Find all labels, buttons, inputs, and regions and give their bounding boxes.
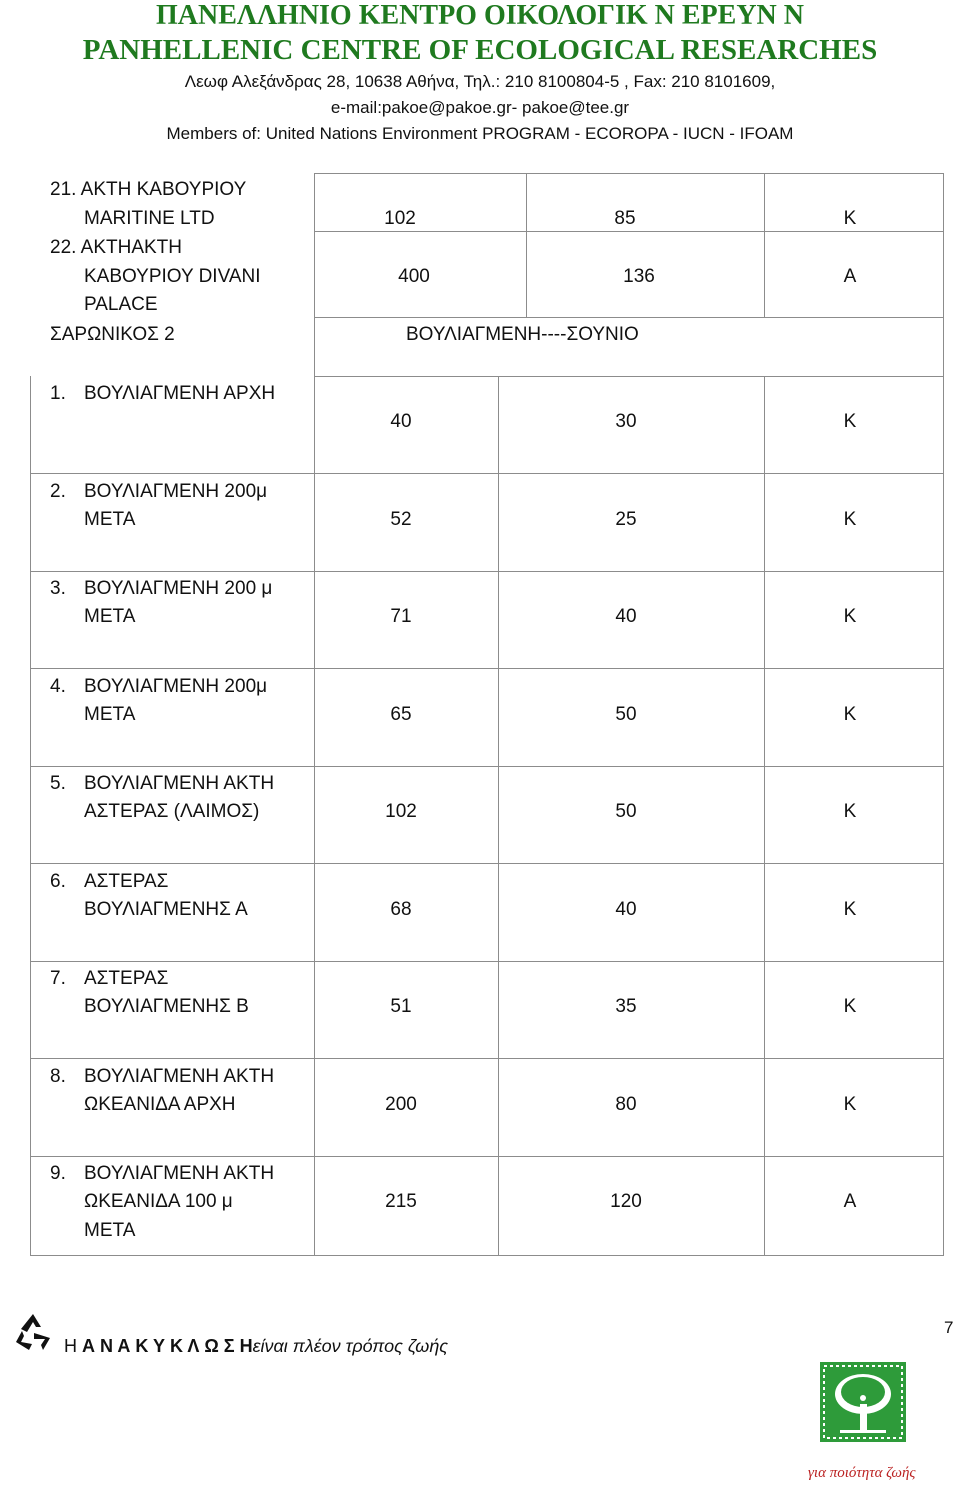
row-value-2: 50 [615,801,637,822]
row-divider [30,1156,944,1157]
row-name-line: ΜΕΤΑ [84,704,136,725]
row-category: Κ [843,1094,857,1115]
row-category: Κ [843,606,857,627]
row-value-1: 200 [385,1094,417,1115]
row-name-line: ΜΕΤΑ [84,509,136,530]
org-address: Λεωφ Αλεξάνδρας 28, 10638 Αθήνα, Τηλ.: 210 8100804-5 , Fax: 210 8101609, [184,72,776,91]
row-value-1: 71 [390,606,412,627]
section-name: ΣΑΡΩΝΙΚΟΣ 2 [50,324,175,345]
footer-spaced-word: Α Ν Α Κ Υ Κ Λ Ω Σ Η [82,1336,253,1356]
page-number: 7 [944,1318,954,1337]
row-category: Κ [843,801,857,822]
row-value-2: 40 [615,899,637,920]
row-name-line: ΜΕΤΑ [84,606,136,627]
row-name-line: ΒΟΥΛΙΑΓΜΕΝΗ ΑΚΤΗ [84,773,275,794]
row-value-1: 65 [390,704,412,725]
row-name-line: MARITINE LTD [84,208,215,229]
row-name-line: ΜΕΤΑ [84,1220,136,1241]
row-value-2: 50 [615,704,637,725]
row-divider [30,668,944,669]
org-title-greek: ΠΑΝΕΛΛΗΝΙΟ ΚΕΝΤΡΟ ΟΙΚΟΛΟΓΙΚ Ν ΕΡΕΥΝ Ν [156,0,804,31]
row-value-1: 51 [390,996,412,1017]
row-divider [314,376,944,377]
footer-prefix: Η [64,1336,77,1356]
row-name-line: ΒΟΥΛΙΑΓΜΕΝΗ 200 μ [84,578,273,599]
org-email: e-mail:pakoe@pakoe.gr- pakoe@tee.gr [330,98,630,117]
row-name-line: ΑΣΤΕΡΑΣ [84,871,169,892]
row-name-line: 21. ΑΚΤΗ ΚΑΒΟΥΡΙΟΥ [50,179,247,200]
row-divider [30,961,944,962]
row-name-line: ΒΟΥΛΙΑΓΜΕΝΗ 200μ [84,676,268,697]
row-name-line: ΩΚΕΑΝΙΔΑ ΑΡΧΗ [84,1094,236,1115]
row-value-2: 30 [615,411,637,432]
table-border-bottom [30,1255,944,1256]
row-number: 6. [50,871,66,892]
row-number: 5. [50,773,66,794]
row-name-line: 22. ΑΚΤΗΑΚΤΗ [50,237,182,258]
row-value-2: 80 [615,1094,637,1115]
row-value-1: 52 [390,509,412,530]
tree-logo-icon [820,1362,906,1442]
row-category: Κ [843,208,857,229]
row-divider [30,571,944,572]
column-divider [314,173,315,1256]
row-name-line: ΒΟΥΛΙΑΓΜΕΝΗΣ Α [84,899,248,920]
row-divider [314,317,944,318]
row-category: Α [843,266,857,287]
row-divider [30,863,944,864]
row-value-1: 102 [385,801,417,822]
row-number: 8. [50,1066,66,1087]
row-divider [30,1058,944,1059]
row-number: 3. [50,578,66,599]
row-value-1: 40 [390,411,412,432]
row-category: Κ [843,411,857,432]
row-divider [30,473,944,474]
recycle-icon [12,1312,54,1354]
row-category: Α [843,1191,857,1212]
row-divider [30,766,944,767]
row-category: Κ [843,996,857,1017]
logo-motto: για ποιότητα ζωής [808,1465,916,1481]
row-name-line: ΒΟΥΛΙΑΓΜΕΝΗ ΑΡΧΗ [84,383,276,404]
row-value-1: 102 [384,208,416,229]
row-name-line: ΒΟΥΛΙΑΓΜΕΝΗΣ Β [84,996,249,1017]
row-number: 7. [50,968,66,989]
column-divider [764,376,765,1256]
row-number: 2. [50,481,66,502]
section-label: ΒΟΥΛΙΑΓΜΕΝΗ----ΣΟΥΝΙΟ [406,324,639,345]
row-value-2: 25 [615,509,637,530]
row-value-1: 400 [398,266,430,287]
row-number: 1. [50,383,66,404]
row-value-2: 40 [615,606,637,627]
row-name-line: ΩΚΕΑΝΙΔΑ 100 μ [84,1191,233,1212]
row-value-2: 35 [615,996,637,1017]
org-memberships: Members of: United Nations Environment PROGRAM - ECOROPA - IUCN - IFOAM [166,124,794,143]
row-name-line: ΒΟΥΛΙΑΓΜΕΝΗ 200μ [84,481,268,502]
column-divider [526,173,527,317]
column-divider [764,173,765,317]
beach-table [30,173,944,1256]
row-category: Κ [843,704,857,725]
org-title-english: PANHELLENIC CENTRE OF ECOLOGICAL RESEARCHES [82,34,878,66]
table-border-right [943,173,944,1256]
footer-tail: είναι πλέον τρόπος ζωής [252,1336,449,1356]
row-value-1: 215 [385,1191,417,1212]
row-name-line: ΑΣΤΕΡΑΣ [84,968,169,989]
footer-slogan [64,1336,448,1357]
row-name-line: PALACE [84,294,158,315]
row-name-line: ΑΣΤΕΡΑΣ (ΛΑΙΜΟΣ) [84,801,260,822]
row-number: 9. [50,1163,66,1184]
row-value-2: 120 [610,1191,642,1212]
table-border-top [314,173,944,174]
row-category: Κ [843,509,857,530]
column-divider [498,376,499,1256]
row-number: 4. [50,676,66,697]
row-category: Κ [843,899,857,920]
row-name-line: ΒΟΥΛΙΑΓΜΕΝΗ ΑΚΤΗ [84,1163,275,1184]
row-name-line: ΒΟΥΛΙΑΓΜΕΝΗ ΑΚΤΗ [84,1066,275,1087]
row-value-1: 68 [390,899,412,920]
row-value-2: 85 [614,208,636,229]
table-border-left [30,376,31,1256]
row-value-2: 136 [623,266,655,287]
row-name-line: ΚΑΒΟΥΡΙΟΥ DIVANI [84,266,261,287]
